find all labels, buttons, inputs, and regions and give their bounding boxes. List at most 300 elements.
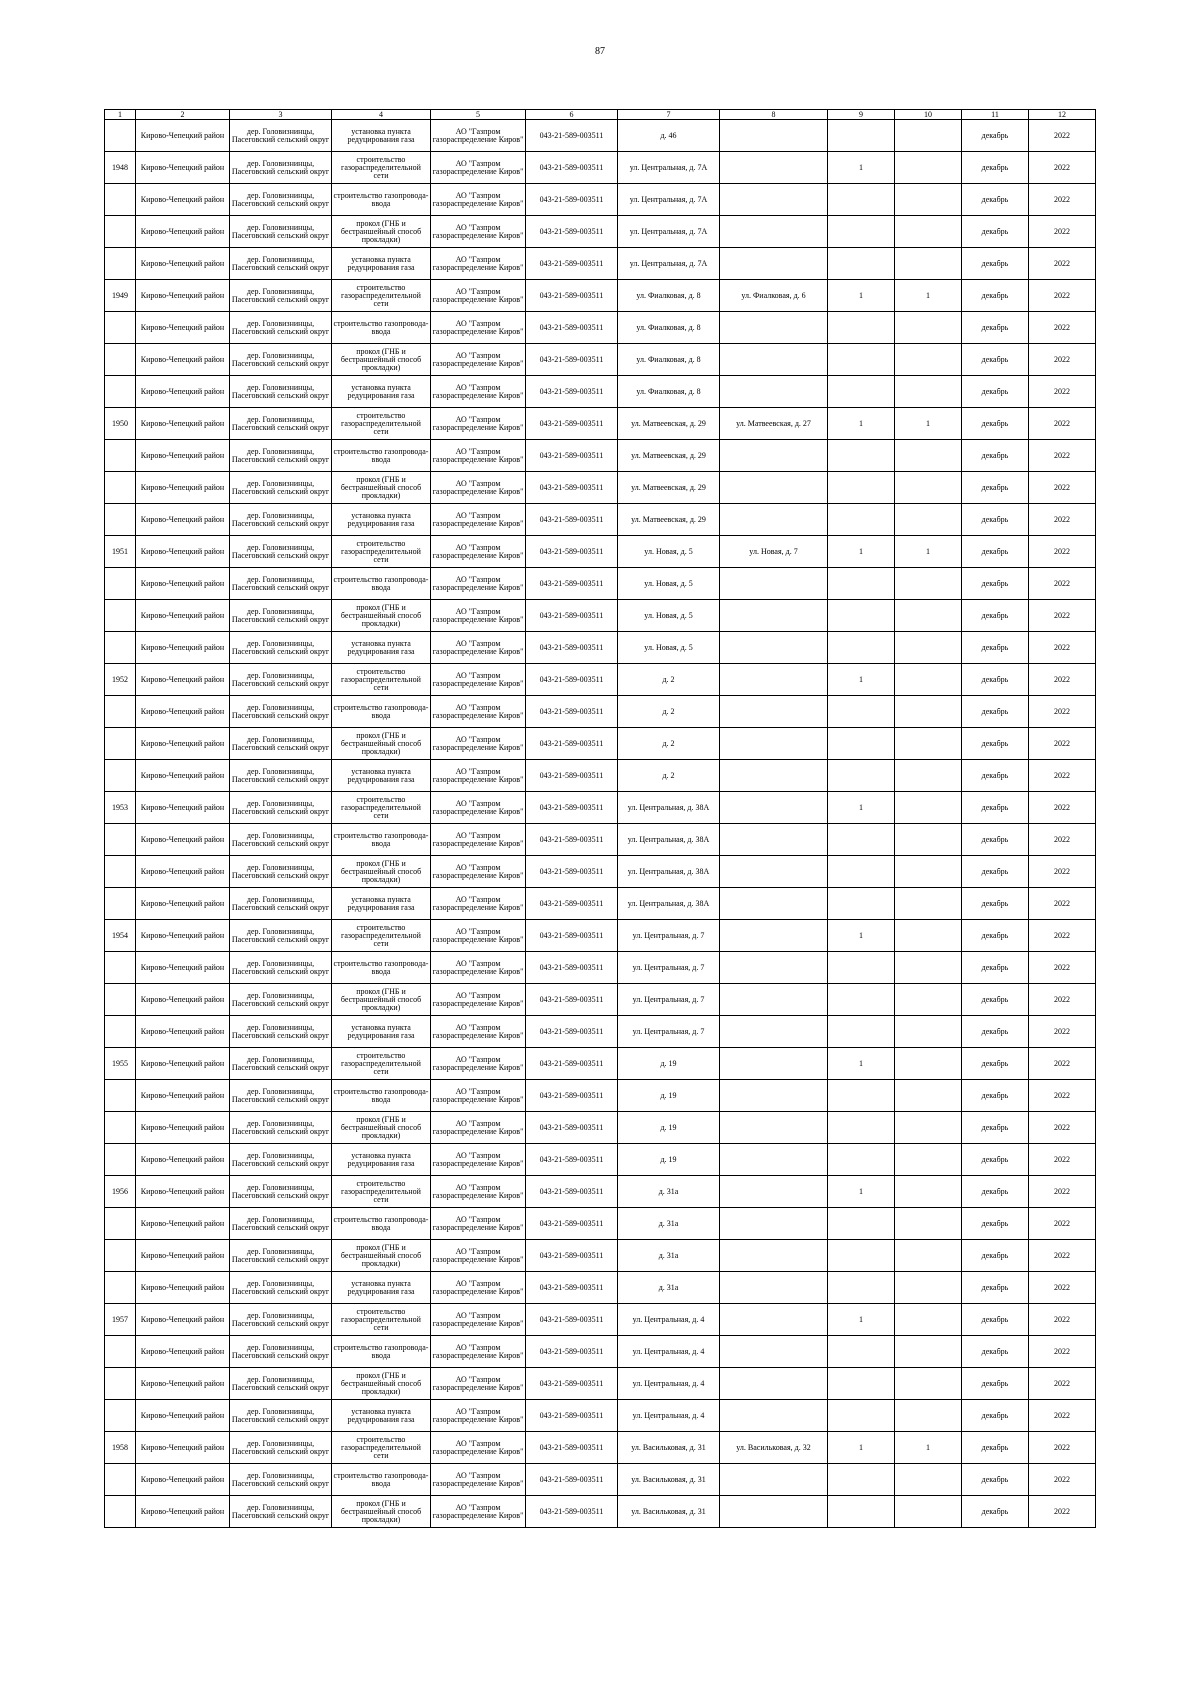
work-type-cell-text: установка пункта редуцирования газа	[347, 1279, 415, 1296]
organization-cell	[431, 1240, 526, 1272]
district-cell	[136, 1144, 230, 1176]
address-cell	[618, 984, 720, 1016]
organization-cell-text: АО "Газпром газораспределение Киров"	[432, 319, 524, 336]
district-cell	[136, 1240, 230, 1272]
work-type-cell	[332, 1016, 431, 1048]
work-type-cell-text: строительство газораспределительной сети	[341, 1179, 421, 1204]
address-cell-text: ул. Центральная, д. 7А	[629, 259, 708, 268]
row-number-cell	[105, 696, 136, 728]
district-cell	[136, 600, 230, 632]
year-cell	[1029, 504, 1096, 536]
work-type-cell-text: строительство газопровода-ввода	[333, 575, 429, 592]
locality-cell-text: дер. Головизнинцы, Пасеговский сельский округ	[231, 1471, 330, 1488]
organization-cell-text: АО "Газпром газораспределение Киров"	[432, 575, 524, 592]
count-col10-cell	[895, 856, 962, 888]
district-cell	[136, 280, 230, 312]
year-cell-text: 2022	[1054, 1059, 1070, 1068]
address-secondary-cell	[720, 216, 828, 248]
address-cell-text: ул. Центральная, д. 7	[632, 1027, 705, 1036]
locality-cell-text: дер. Головизнинцы, Пасеговский сельский округ	[231, 191, 330, 208]
registry-code-cell	[526, 792, 618, 824]
district-cell-text: Кирово-Чепецкий район	[140, 1379, 225, 1388]
year-cell-text: 2022	[1054, 995, 1070, 1004]
work-type-cell-text: строительство газопровода-ввода	[333, 447, 429, 464]
table-row	[105, 1304, 1096, 1336]
work-type-cell-text: прокол (ГНБ и бестраншейный способ прокладки)	[340, 1243, 422, 1268]
count-col9-cell-text: 1	[859, 803, 863, 812]
address-secondary-cell	[720, 344, 828, 376]
organization-cell	[431, 216, 526, 248]
row-number-cell	[105, 440, 136, 472]
organization-cell-text: АО "Газпром газораспределение Киров"	[432, 415, 524, 432]
district-cell	[136, 696, 230, 728]
organization-cell	[431, 312, 526, 344]
year-cell-text: 2022	[1054, 163, 1070, 172]
count-col10-cell	[895, 1240, 962, 1272]
column-header: 12	[1029, 110, 1096, 120]
work-type-cell	[332, 792, 431, 824]
address-cell-text: ул. Центральная, д. 38А	[627, 899, 710, 908]
district-cell-text: Кирово-Чепецкий район	[140, 1475, 225, 1484]
work-type-cell	[332, 472, 431, 504]
district-cell	[136, 856, 230, 888]
address-cell	[618, 248, 720, 280]
locality-cell	[230, 344, 332, 376]
registry-code-cell	[526, 1400, 618, 1432]
count-col10-cell	[895, 1272, 962, 1304]
year-cell-text: 2022	[1054, 1123, 1070, 1132]
row-number-cell	[105, 504, 136, 536]
registry-code-cell-text: 043-21-589-003511	[539, 579, 604, 588]
locality-cell	[230, 376, 332, 408]
count-col10-cell	[895, 728, 962, 760]
registry-code-cell	[526, 664, 618, 696]
organization-cell	[431, 1016, 526, 1048]
district-cell-text: Кирово-Чепецкий район	[140, 355, 225, 364]
row-number-cell	[105, 600, 136, 632]
locality-cell-text: дер. Головизнинцы, Пасеговский сельский округ	[231, 1151, 330, 1168]
organization-cell	[431, 184, 526, 216]
address-cell-text: д. 31а	[658, 1283, 679, 1292]
row-number-cell-text: 1955	[112, 1059, 128, 1068]
address-cell	[618, 664, 720, 696]
district-cell-text: Кирово-Чепецкий район	[140, 483, 225, 492]
registry-code-cell-text: 043-21-589-003511	[539, 1379, 604, 1388]
year-cell	[1029, 568, 1096, 600]
registry-code-cell-text: 043-21-589-003511	[539, 163, 604, 172]
district-cell-text: Кирово-Чепецкий район	[140, 611, 225, 620]
district-cell-text: Кирово-Чепецкий район	[140, 1187, 225, 1196]
month-cell-text: декабрь	[981, 1347, 1009, 1356]
registry-code-cell-text: 043-21-589-003511	[539, 771, 604, 780]
table-row	[105, 1400, 1096, 1432]
month-cell	[962, 344, 1029, 376]
address-secondary-cell	[720, 920, 828, 952]
year-cell-text: 2022	[1054, 1411, 1070, 1420]
count-col9-cell	[828, 1464, 895, 1496]
district-cell	[136, 1016, 230, 1048]
locality-cell	[230, 1176, 332, 1208]
year-cell-text: 2022	[1054, 963, 1070, 972]
table-row	[105, 1368, 1096, 1400]
district-cell-text: Кирово-Чепецкий район	[140, 579, 225, 588]
work-type-cell	[332, 856, 431, 888]
year-cell	[1029, 600, 1096, 632]
organization-cell-text: АО "Газпром газораспределение Киров"	[432, 1311, 524, 1328]
locality-cell-text: дер. Головизнинцы, Пасеговский сельский округ	[231, 415, 330, 432]
organization-cell-text: АО "Газпром газораспределение Киров"	[432, 1215, 524, 1232]
count-col10-cell	[895, 184, 962, 216]
work-type-cell-text: строительство газораспределительной сети	[341, 1051, 421, 1076]
registry-code-cell-text: 043-21-589-003511	[539, 1219, 604, 1228]
month-cell	[962, 312, 1029, 344]
address-cell-text: ул. Центральная, д. 7	[632, 995, 705, 1004]
locality-cell	[230, 1048, 332, 1080]
registry-code-cell	[526, 760, 618, 792]
registry-code-cell	[526, 1432, 618, 1464]
registry-code-cell	[526, 536, 618, 568]
address-cell-text: ул. Центральная, д. 4	[632, 1411, 705, 1420]
district-cell-text: Кирово-Чепецкий район	[140, 547, 225, 556]
district-cell-text: Кирово-Чепецкий район	[140, 963, 225, 972]
count-col9-cell	[828, 472, 895, 504]
row-number-cell	[105, 1336, 136, 1368]
count-col9-cell	[828, 1496, 895, 1528]
row-number-cell	[105, 1144, 136, 1176]
month-cell	[962, 824, 1029, 856]
address-cell-text: д. 19	[660, 1155, 677, 1164]
address-cell-text: д. 19	[660, 1059, 677, 1068]
year-cell	[1029, 1432, 1096, 1464]
district-cell	[136, 408, 230, 440]
column-header: 8	[720, 110, 828, 120]
table-row	[105, 1208, 1096, 1240]
row-number-cell	[105, 1112, 136, 1144]
locality-cell-text: дер. Головизнинцы, Пасеговский сельский округ	[231, 1439, 330, 1456]
organization-cell	[431, 696, 526, 728]
organization-cell	[431, 1304, 526, 1336]
table-row	[105, 696, 1096, 728]
work-type-cell-text: строительство газопровода-ввода	[333, 959, 429, 976]
table-row	[105, 1048, 1096, 1080]
address-cell-text: ул. Васильковая, д. 31	[631, 1443, 706, 1452]
district-cell	[136, 792, 230, 824]
locality-cell	[230, 1016, 332, 1048]
row-number-cell	[105, 1272, 136, 1304]
count-col9-cell	[828, 920, 895, 952]
registry-code-cell-text: 043-21-589-003511	[539, 131, 604, 140]
organization-cell	[431, 152, 526, 184]
address-cell	[618, 312, 720, 344]
year-cell-text: 2022	[1054, 1283, 1070, 1292]
address-cell-text: ул. Новая, д. 5	[644, 643, 693, 652]
row-number-cell	[105, 1400, 136, 1432]
locality-cell	[230, 440, 332, 472]
count-col9-cell	[828, 312, 895, 344]
work-type-cell	[332, 1112, 431, 1144]
registry-code-cell-text: 043-21-589-003511	[539, 1091, 604, 1100]
address-cell	[618, 1272, 720, 1304]
organization-cell	[431, 1432, 526, 1464]
address-cell-text: ул. Васильковая, д. 31	[631, 1507, 706, 1516]
locality-cell	[230, 248, 332, 280]
count-col9-cell	[828, 1336, 895, 1368]
district-cell-text: Кирово-Чепецкий район	[140, 419, 225, 428]
registry-code-cell	[526, 344, 618, 376]
count-col9-cell-text: 1	[859, 419, 863, 428]
address-secondary-cell	[720, 824, 828, 856]
work-type-cell-text: прокол (ГНБ и бестраншейный способ прокладки)	[340, 1115, 422, 1140]
address-cell	[618, 600, 720, 632]
registry-code-cell	[526, 568, 618, 600]
year-cell-text: 2022	[1054, 1347, 1070, 1356]
month-cell	[962, 1080, 1029, 1112]
year-cell	[1029, 216, 1096, 248]
column-header: 7	[618, 110, 720, 120]
table-row	[105, 600, 1096, 632]
row-number-cell	[105, 1016, 136, 1048]
address-secondary-cell	[720, 408, 828, 440]
year-cell	[1029, 728, 1096, 760]
table-row	[105, 632, 1096, 664]
address-secondary-cell	[720, 1336, 828, 1368]
count-col9-cell	[828, 1304, 895, 1336]
work-type-cell	[332, 1464, 431, 1496]
locality-cell-text: дер. Головизнинцы, Пасеговский сельский округ	[231, 1023, 330, 1040]
registry-code-cell-text: 043-21-589-003511	[539, 675, 604, 684]
locality-cell-text: дер. Головизнинцы, Пасеговский сельский округ	[231, 799, 330, 816]
count-col10-cell	[895, 1016, 962, 1048]
row-number-cell	[105, 728, 136, 760]
table-row	[105, 216, 1096, 248]
count-col9-cell-text: 1	[859, 1315, 863, 1324]
locality-cell	[230, 472, 332, 504]
address-cell	[618, 952, 720, 984]
address-secondary-cell	[720, 696, 828, 728]
month-cell-text: декабрь	[981, 835, 1009, 844]
registry-code-cell	[526, 824, 618, 856]
year-cell-text: 2022	[1054, 1187, 1070, 1196]
locality-cell-text: дер. Головизнинцы, Пасеговский сельский округ	[231, 287, 330, 304]
registry-code-cell	[526, 1304, 618, 1336]
count-col9-cell	[828, 280, 895, 312]
year-cell-text: 2022	[1054, 579, 1070, 588]
count-col10-cell	[895, 920, 962, 952]
month-cell	[962, 760, 1029, 792]
registry-code-cell-text: 043-21-589-003511	[539, 1059, 604, 1068]
work-type-cell-text: прокол (ГНБ и бестраншейный способ прокладки)	[340, 347, 422, 372]
organization-cell	[431, 1464, 526, 1496]
month-cell	[962, 1464, 1029, 1496]
address-cell	[618, 120, 720, 152]
address-cell	[618, 1464, 720, 1496]
address-cell-text: ул. Фиалковая, д. 8	[636, 355, 701, 364]
row-number-cell	[105, 824, 136, 856]
locality-cell-text: дер. Головизнинцы, Пасеговский сельский округ	[231, 1183, 330, 1200]
locality-cell-text: дер. Головизнинцы, Пасеговский сельский округ	[231, 319, 330, 336]
address-secondary-cell	[720, 280, 828, 312]
locality-cell-text: дер. Головизнинцы, Пасеговский сельский округ	[231, 255, 330, 272]
organization-cell-text: АО "Газпром газораспределение Киров"	[432, 671, 524, 688]
district-cell-text: Кирово-Чепецкий район	[140, 867, 225, 876]
address-cell	[618, 344, 720, 376]
work-type-cell-text: установка пункта редуцирования газа	[347, 767, 415, 784]
count-col9-cell-text: 1	[859, 1059, 863, 1068]
month-cell-text: декабрь	[981, 195, 1009, 204]
month-cell-text: декабрь	[981, 323, 1009, 332]
work-type-cell	[332, 152, 431, 184]
district-cell	[136, 888, 230, 920]
work-type-cell-text: строительство газопровода-ввода	[333, 1215, 429, 1232]
organization-cell-text: АО "Газпром газораспределение Киров"	[432, 1183, 524, 1200]
count-col10-cell	[895, 568, 962, 600]
year-cell-text: 2022	[1054, 323, 1070, 332]
organization-cell-text: АО "Газпром газораспределение Киров"	[432, 255, 524, 272]
month-cell	[962, 1400, 1029, 1432]
work-type-cell	[332, 1336, 431, 1368]
month-cell-text: декабрь	[981, 1283, 1009, 1292]
organization-cell-text: АО "Газпром газораспределение Киров"	[432, 1023, 524, 1040]
registry-code-cell	[526, 984, 618, 1016]
district-cell-text: Кирово-Чепецкий район	[140, 163, 225, 172]
organization-cell	[431, 120, 526, 152]
organization-cell-text: АО "Газпром газораспределение Киров"	[432, 447, 524, 464]
table-row	[105, 472, 1096, 504]
month-cell	[962, 888, 1029, 920]
registry-code-cell-text: 043-21-589-003511	[539, 547, 604, 556]
year-cell	[1029, 760, 1096, 792]
locality-cell	[230, 504, 332, 536]
district-cell-text: Кирово-Чепецкий район	[140, 1251, 225, 1260]
locality-cell-text: дер. Головизнинцы, Пасеговский сельский округ	[231, 1087, 330, 1104]
address-cell	[618, 1080, 720, 1112]
count-col10-cell	[895, 1176, 962, 1208]
work-type-cell	[332, 1144, 431, 1176]
table-row	[105, 152, 1096, 184]
address-cell	[618, 824, 720, 856]
organization-cell	[431, 1208, 526, 1240]
table-row	[105, 952, 1096, 984]
address-cell	[618, 1240, 720, 1272]
column-header: 6	[526, 110, 618, 120]
locality-cell	[230, 600, 332, 632]
count-col9-cell	[828, 1368, 895, 1400]
work-type-cell-text: строительство газораспределительной сети	[341, 155, 421, 180]
year-cell	[1029, 1016, 1096, 1048]
organization-cell	[431, 952, 526, 984]
locality-cell-text: дер. Головизнинцы, Пасеговский сельский округ	[231, 927, 330, 944]
count-col10-cell	[895, 344, 962, 376]
month-cell-text: декабрь	[981, 1411, 1009, 1420]
registry-code-cell-text: 043-21-589-003511	[539, 963, 604, 972]
row-number-cell	[105, 856, 136, 888]
month-cell-text: декабрь	[981, 995, 1009, 1004]
district-cell-text: Кирово-Чепецкий район	[140, 899, 225, 908]
work-type-cell-text: установка пункта редуцирования газа	[347, 639, 415, 656]
registry-code-cell-text: 043-21-589-003511	[539, 355, 604, 364]
year-cell-text: 2022	[1054, 483, 1070, 492]
district-cell-text: Кирово-Чепецкий район	[140, 1155, 225, 1164]
address-secondary-cell	[720, 1304, 828, 1336]
organization-cell	[431, 280, 526, 312]
organization-cell	[431, 1112, 526, 1144]
year-cell-text: 2022	[1054, 1027, 1070, 1036]
registry-code-cell	[526, 1208, 618, 1240]
month-cell	[962, 1176, 1029, 1208]
work-type-cell-text: прокол (ГНБ и бестраншейный способ прокладки)	[340, 987, 422, 1012]
row-number-cell	[105, 120, 136, 152]
locality-cell	[230, 792, 332, 824]
registry-code-cell-text: 043-21-589-003511	[539, 835, 604, 844]
row-number-cell	[105, 344, 136, 376]
month-cell	[962, 664, 1029, 696]
work-type-cell-text: установка пункта редуцирования газа	[347, 1407, 415, 1424]
work-type-cell	[332, 568, 431, 600]
address-secondary-cell	[720, 1080, 828, 1112]
count-col10-cell-text: 1	[926, 1443, 930, 1452]
row-number-cell-text: 1952	[112, 675, 128, 684]
address-secondary-cell	[720, 152, 828, 184]
row-number-cell	[105, 1496, 136, 1528]
month-cell-text: декабрь	[981, 1443, 1009, 1452]
month-cell-text: декабрь	[981, 931, 1009, 940]
year-cell-text: 2022	[1054, 1443, 1070, 1452]
column-header: 4	[332, 110, 431, 120]
row-number-cell	[105, 888, 136, 920]
year-cell	[1029, 888, 1096, 920]
address-secondary-cell	[720, 1432, 828, 1464]
locality-cell	[230, 1368, 332, 1400]
registry-code-cell-text: 043-21-589-003511	[539, 451, 604, 460]
count-col10-cell	[895, 696, 962, 728]
count-col9-cell	[828, 824, 895, 856]
address-cell	[618, 1400, 720, 1432]
table-row	[105, 312, 1096, 344]
registry-code-cell	[526, 1240, 618, 1272]
year-cell-text: 2022	[1054, 387, 1070, 396]
month-cell-text: декабрь	[981, 1475, 1009, 1484]
count-col10-cell	[895, 1144, 962, 1176]
year-cell-text: 2022	[1054, 291, 1070, 300]
table-row	[105, 1432, 1096, 1464]
count-col9-cell	[828, 1144, 895, 1176]
district-cell-text: Кирово-Чепецкий район	[140, 931, 225, 940]
month-cell-text: декабрь	[981, 1315, 1009, 1324]
year-cell-text: 2022	[1054, 707, 1070, 716]
row-number-cell	[105, 1464, 136, 1496]
organization-cell-text: АО "Газпром газораспределение Киров"	[432, 191, 524, 208]
work-type-cell	[332, 1496, 431, 1528]
year-cell	[1029, 1112, 1096, 1144]
month-cell-text: декабрь	[981, 1251, 1009, 1260]
work-type-cell	[332, 1240, 431, 1272]
month-cell-text: декабрь	[981, 899, 1009, 908]
address-cell	[618, 1432, 720, 1464]
count-col9-cell-text: 1	[859, 675, 863, 684]
count-col10-cell	[895, 1304, 962, 1336]
locality-cell	[230, 1496, 332, 1528]
work-type-cell-text: строительство газораспределительной сети	[341, 795, 421, 820]
month-cell	[962, 632, 1029, 664]
locality-cell-text: дер. Головизнинцы, Пасеговский сельский округ	[231, 383, 330, 400]
locality-cell-text: дер. Головизнинцы, Пасеговский сельский округ	[231, 511, 330, 528]
registry-code-cell	[526, 1144, 618, 1176]
table-row	[105, 536, 1096, 568]
month-cell-text: декабрь	[981, 1379, 1009, 1388]
registry-code-cell	[526, 1272, 618, 1304]
address-secondary-cell	[720, 440, 828, 472]
registry-code-cell	[526, 1464, 618, 1496]
